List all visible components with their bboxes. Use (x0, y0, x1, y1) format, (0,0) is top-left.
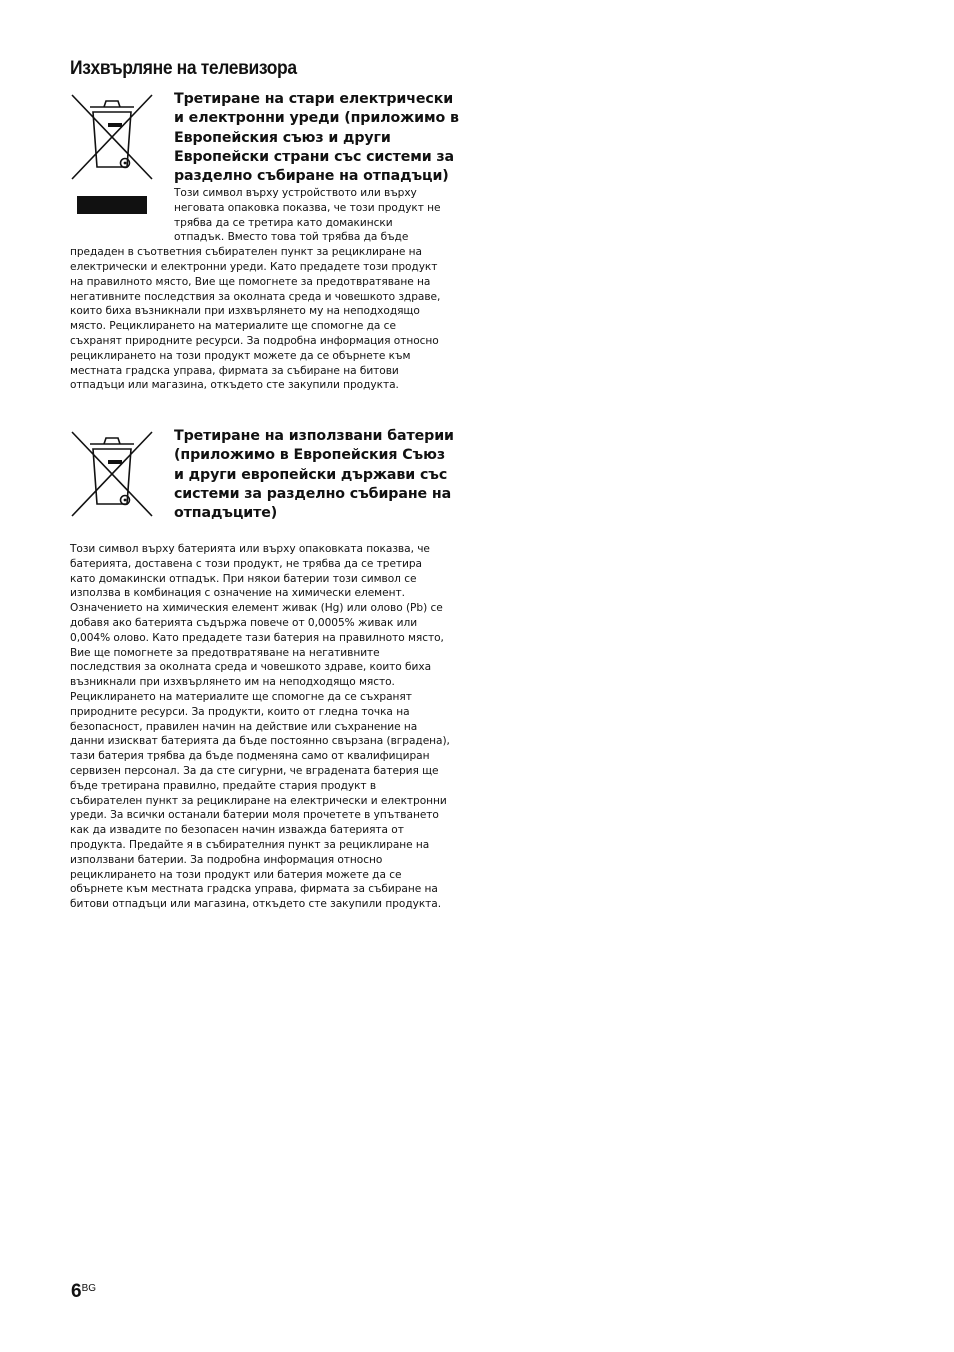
section-body-electrical: Този символ върху устройството или върху неговата опаковка показва, че този продукт не трябва да се третира като домакински отпадък. Вместо това той трябва да бъде предаден в съответния събирателен пункт за рециклиране на електрически и електронни уреди. Като предадете този продукт на правилното място, Вие ще помогнете за предотвратяване на негативните последствия за околната среда и човешкото здраве, които биха възникнали при изхвърлянето му на неподходящо място. Рециклирането на материалите ще спомогне да се съхранят природните ресурси. За подробна информация относно рециклирането на този продукт можете да се обърнете към местната градска управа, фирмата за събиране на битови отпадъци или магазина, откъдето сте закупили продукта. (70, 187, 441, 392)
section-text-electrical (70, 186, 446, 393)
crossed-out-wheelie-bin-icon (70, 93, 154, 181)
page-number (71, 1281, 96, 1303)
section-body-batteries: Този символ върху батерията или върху опаковката показва, че батерията, доставена с този продукт, не трябва да се третира като домакински отпадък. При някои батерии този символ се използва в комбинация с означение на химически елемент. Означението на химическия елемент живак (Hg) или олово (Pb) се добавя ако батерията съдържа повече от 0,0005% живак или 0,004% олово. Като предадете тази батерия на правилното място, Вие ще помогнете за предотвратяване на негативните последствия за околната среда и човешкото здраве, които биха възникнали при изхвърлянето им на неподходящо място. Рециклирането на материалите ще спомогне да се съхранят природните ресурси. За продукти, които от гледна точка на безопасност, правилен начин на действие или съхранение на данни изискват батерията да бъде постоянно свързана (вградена), тази батерия трябва да бъде подменяна само от квалифициран сервизен персонал. За да сте сигурни, че вградената батерия ще бъде третирана правилно, предайте стария продукт в събирателен пункт за рециклиране на електрически и електронни уреди. За всички останали батерии моля прочетете в упътването как да извадите по безопасен начин изважда батерията от продукта. Предайте я в събирателния пункт за рециклиране на използвани батерии. За подробна информация относно рециклирането на този продукт или батерия можете да се обърнете към местната градска управа, фирмата за събиране на битови отпадъци или магазина, откъдето сте закупили продукта. (70, 543, 450, 911)
section-heading-batteries: Третиране на използвани батерии (приложимо в Европейския Съюз и други европейски държави със системи за разделно събиране на отпадъците) (174, 428, 454, 522)
crossed-out-wheelie-bin-icon (70, 430, 154, 518)
page-number-value: 6 (71, 1281, 82, 1302)
language-code: BG (81, 1283, 97, 1294)
section-heading-electrical: Третиране на стари електрически и електронни уреди (приложимо в Европейския съюз и други Европейски страни със системи за разделно събиране на отпадъци) (174, 91, 459, 185)
page-title: Изхвърляне на телевизора (70, 58, 297, 79)
